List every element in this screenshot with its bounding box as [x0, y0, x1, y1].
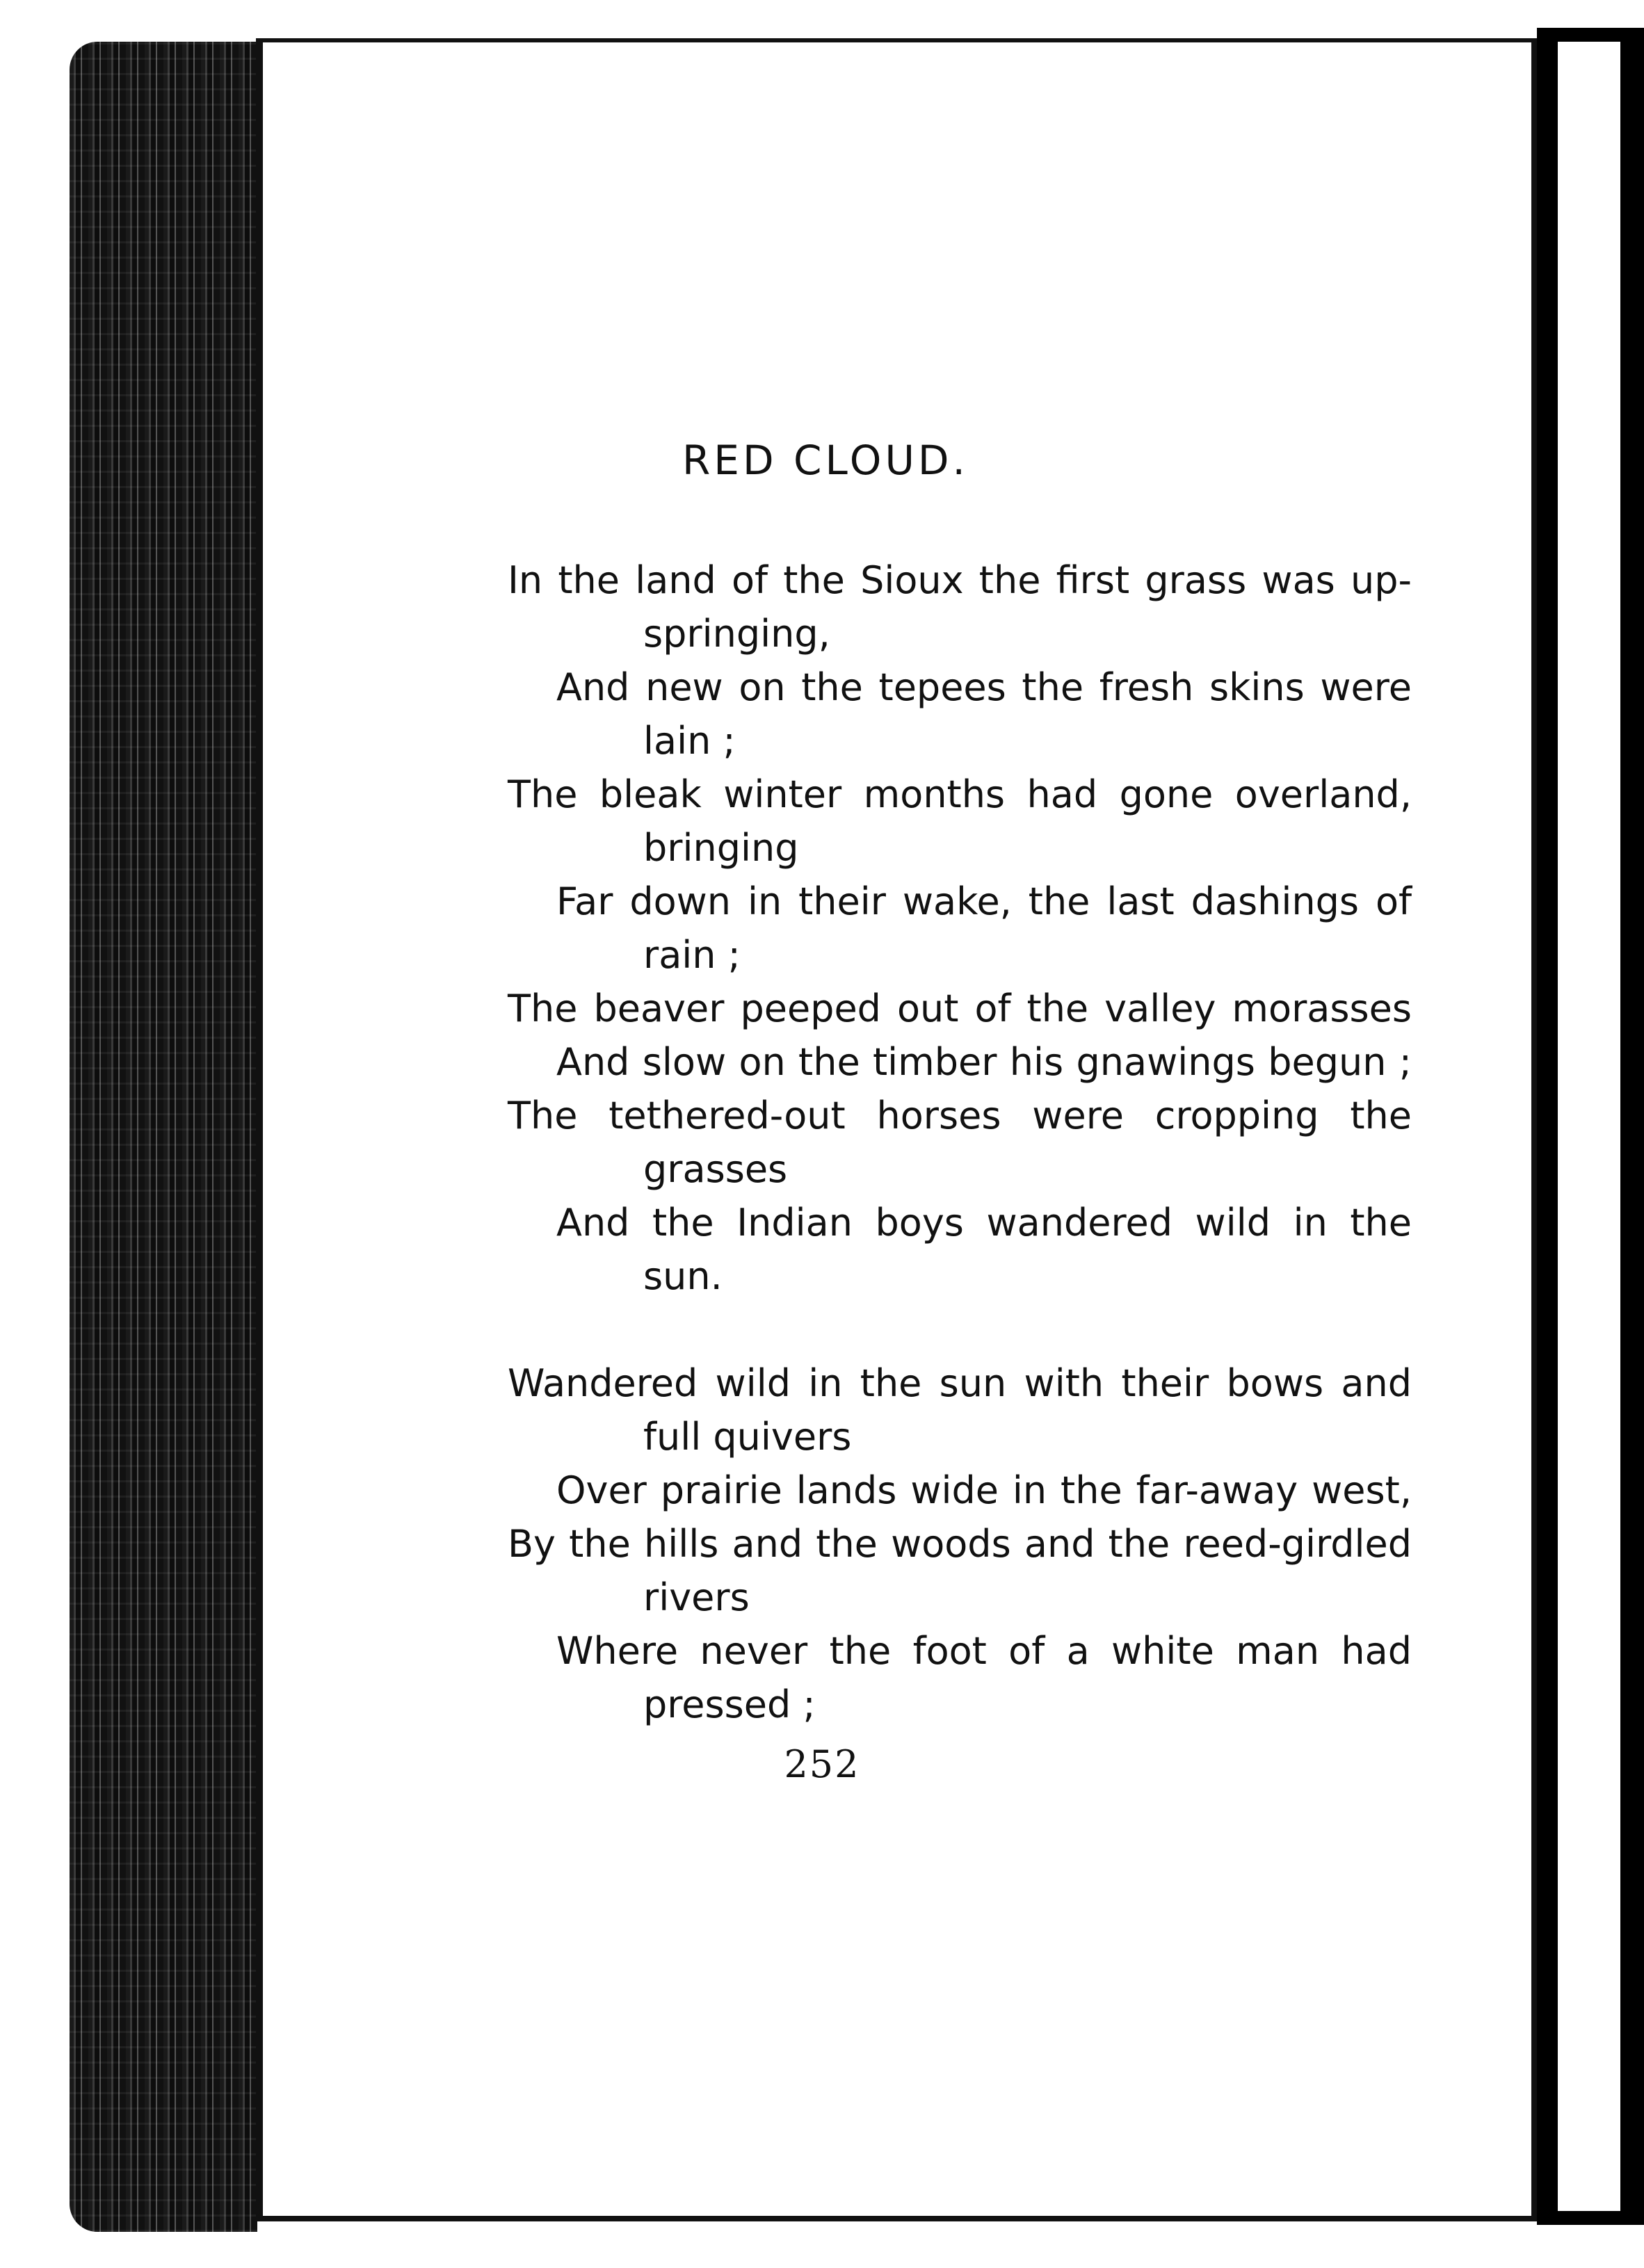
poem-body: [508, 553, 1412, 1731]
poem-line: bringing: [643, 826, 799, 870]
poem-line: Far down in their wake, the last dashings of: [556, 880, 1412, 923]
poem-line: Over prairie lands wide in the far-away west,: [556, 1468, 1412, 1512]
facing-page-sliver: [1552, 42, 1620, 2211]
stanza-1: [508, 553, 1412, 1303]
poem-line: sun.: [643, 1254, 723, 1298]
poem-title: RED CLOUD.: [682, 437, 969, 484]
page-number: 252: [784, 1742, 860, 1786]
poem-line: And slow on the timber his gnawings begun ;: [556, 1040, 1412, 1084]
stanza-2: [508, 1356, 1412, 1731]
stanza-break: [508, 1303, 1412, 1356]
poem-line: grasses: [643, 1147, 788, 1191]
poem-line: full quivers: [643, 1415, 852, 1459]
poem-line: springing,: [643, 612, 830, 656]
poem-line: pressed ;: [643, 1683, 816, 1726]
poem-line: rain ;: [643, 933, 741, 977]
poem-line: The bleak winter months had gone overland,: [508, 772, 1412, 816]
poem-line: The tethered-out horses were cropping the: [508, 1094, 1412, 1137]
poem-line: Wandered wild in the sun with their bows and: [508, 1361, 1412, 1405]
poem-line: And new on the tepees the fresh skins were: [556, 665, 1412, 709]
poem-line: In the land of the Sioux the first grass was up-: [508, 558, 1412, 602]
book-fore-edge: [70, 42, 257, 2232]
poem-line: The beaver peeped out of the valley morasses: [508, 987, 1412, 1030]
poem-line: By the hills and the woods and the reed-girdled: [508, 1522, 1412, 1566]
poem-line: And the Indian boys wandered wild in the: [556, 1201, 1412, 1245]
poem-line: Where never the foot of a white man had: [556, 1629, 1412, 1673]
poem-line: rivers: [643, 1576, 750, 1619]
poem-line: lain ;: [643, 719, 736, 763]
